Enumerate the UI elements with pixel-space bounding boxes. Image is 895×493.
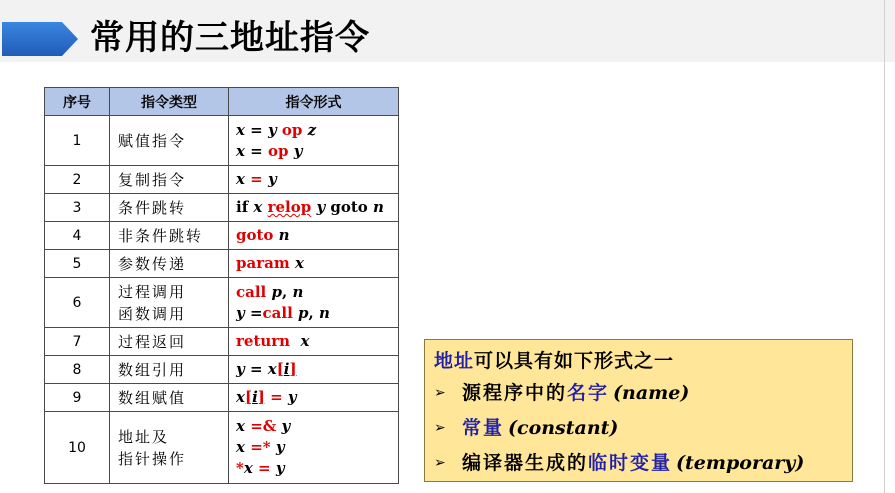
bullet-keyword: 名字 [567, 382, 610, 404]
row-number: 4 [45, 222, 110, 250]
info-heading-text: 可以具有如下形式之一 [474, 350, 675, 372]
form-line [236, 169, 398, 190]
row-type-line: 过程返回 [118, 332, 187, 351]
row-type [110, 278, 229, 328]
form-token: [ [276, 360, 284, 378]
form-line [236, 282, 398, 303]
form-line [236, 331, 398, 352]
info-bullet-name [434, 376, 842, 411]
page-title: 常用的三地址指令 [90, 18, 370, 58]
row-type [110, 328, 229, 356]
form-token: y [287, 388, 297, 406]
form-line [236, 141, 398, 162]
row-form [229, 222, 399, 250]
form-token: n [318, 303, 330, 322]
form-token: * [236, 459, 244, 477]
table-row [45, 166, 399, 194]
address-info-box [424, 339, 853, 482]
form-token: , [308, 303, 319, 322]
row-form [229, 250, 399, 278]
row-number: 7 [45, 328, 110, 356]
form-line [236, 359, 398, 380]
table-row [45, 222, 399, 250]
title-arrow-icon [2, 22, 78, 56]
row-type [110, 412, 229, 484]
form-token: x [294, 254, 304, 272]
row-type-line: 参数传递 [118, 254, 187, 273]
form-token: goto [325, 198, 374, 216]
form-token: i [252, 388, 258, 406]
row-number: 8 [45, 356, 110, 384]
form-token: x [236, 141, 245, 160]
row-type-line: 数组赋值 [118, 388, 187, 407]
form-line [236, 458, 398, 479]
form-token: = [244, 360, 268, 378]
row-number: 6 [45, 278, 110, 328]
instruction-table [44, 87, 399, 484]
info-bullet-temporary [434, 446, 842, 481]
bullet-prefix: 源程序中的 [462, 382, 568, 404]
form-token: y [281, 417, 291, 435]
form-token: =* [250, 438, 271, 456]
row-type [110, 166, 229, 194]
form-token: i [283, 360, 290, 378]
form-token: x [236, 417, 245, 435]
row-form [229, 328, 399, 356]
form-token: y [293, 141, 303, 160]
form-token: y [267, 170, 277, 188]
bullet-keyword: 常量 [462, 417, 505, 439]
row-form [229, 278, 399, 328]
form-token: goto [236, 226, 274, 244]
row-form [229, 166, 399, 194]
form-line [236, 225, 398, 246]
form-token: y [236, 360, 245, 378]
form-token: param [236, 254, 290, 272]
row-type-line: 数组引用 [118, 360, 187, 379]
header-type: 指令类型 [110, 88, 229, 116]
info-bullet-constant [434, 411, 842, 446]
form-token: x [300, 332, 310, 350]
row-number: 1 [45, 116, 110, 166]
form-token: y [275, 438, 285, 456]
row-number: 9 [45, 384, 110, 412]
form-token: op [267, 141, 289, 160]
row-number: 2 [45, 166, 110, 194]
form-token: if [236, 198, 254, 216]
bullet-english: (constant) [508, 417, 619, 439]
form-token: n [278, 226, 290, 244]
bullet-prefix: 编译器生成的 [462, 452, 589, 474]
row-type-line: 过程调用 [118, 282, 187, 301]
form-token: p [271, 282, 282, 301]
form-token: [ [244, 388, 253, 406]
form-token: = [258, 459, 271, 477]
form-token: x [243, 459, 253, 477]
table-row [45, 384, 399, 412]
slide-edge-divider [884, 0, 885, 493]
form-token: y [275, 459, 285, 477]
row-type-line: 地址及 [118, 427, 170, 446]
table-row [45, 194, 399, 222]
form-token: call [236, 282, 267, 301]
form-token: x [236, 120, 245, 139]
row-type [110, 250, 229, 278]
form-token: x [236, 438, 245, 456]
form-token: y [267, 120, 277, 139]
info-heading [434, 346, 842, 376]
form-token: y [316, 198, 326, 216]
form-token: = [244, 120, 268, 139]
form-token: op [281, 120, 303, 139]
row-form [229, 356, 399, 384]
table-row [45, 328, 399, 356]
form-line [236, 120, 398, 141]
form-token: relop [267, 198, 312, 216]
form-token: x [236, 170, 245, 188]
form-line [236, 253, 398, 274]
form-token: x [253, 198, 263, 216]
form-token: ] [257, 388, 265, 406]
bullet-english: (name) [613, 382, 690, 404]
row-form [229, 194, 399, 222]
bullet-arrow-icon: ➢ [434, 385, 446, 401]
form-token: = [264, 388, 288, 406]
bullet-english: (temporary) [676, 452, 805, 474]
form-token: ] [289, 360, 297, 378]
form-token: return [236, 332, 291, 350]
form-token: = [244, 141, 268, 160]
form-token: p [298, 303, 309, 322]
row-type-line: 非条件跳转 [118, 226, 204, 245]
row-number: 10 [45, 412, 110, 484]
table-row [45, 356, 399, 384]
row-type-line: 赋值指令 [118, 131, 187, 150]
form-token: n [373, 198, 384, 216]
form-token: n [292, 282, 304, 301]
form-line [236, 303, 398, 324]
row-type [110, 222, 229, 250]
table-row [45, 278, 399, 328]
row-form [229, 116, 399, 166]
row-number: 3 [45, 194, 110, 222]
form-line [236, 387, 398, 408]
row-type-line: 函数调用 [118, 304, 187, 323]
row-type [110, 194, 229, 222]
info-heading-keyword: 地址 [434, 350, 475, 372]
header-number: 序号 [45, 88, 110, 116]
table-header-row [45, 88, 399, 116]
form-line [236, 416, 398, 437]
row-form [229, 412, 399, 484]
row-type [110, 116, 229, 166]
bullet-keyword: 临时变量 [588, 452, 673, 474]
row-type [110, 356, 229, 384]
form-token: y [236, 303, 245, 322]
form-token: = [244, 170, 268, 188]
bullet-arrow-icon: ➢ [434, 455, 446, 471]
row-type [110, 384, 229, 412]
form-token: x [267, 360, 277, 378]
form-token: z [307, 120, 317, 139]
row-type-line: 条件跳转 [118, 198, 187, 217]
form-token: x [236, 388, 245, 406]
bullet-arrow-icon: ➢ [434, 420, 446, 436]
form-token: , [281, 282, 293, 301]
row-form [229, 384, 399, 412]
form-token: =& [250, 417, 277, 435]
form-line [236, 437, 398, 458]
row-number: 5 [45, 250, 110, 278]
form-token: = [244, 303, 263, 322]
table-row [45, 412, 399, 484]
form-token [290, 332, 300, 350]
header-form: 指令形式 [229, 88, 399, 116]
form-line [236, 197, 398, 218]
form-token: call [262, 303, 293, 322]
table-row [45, 116, 399, 166]
row-type-line: 指针操作 [118, 449, 187, 468]
row-type-line: 复制指令 [118, 170, 187, 189]
table-row [45, 250, 399, 278]
